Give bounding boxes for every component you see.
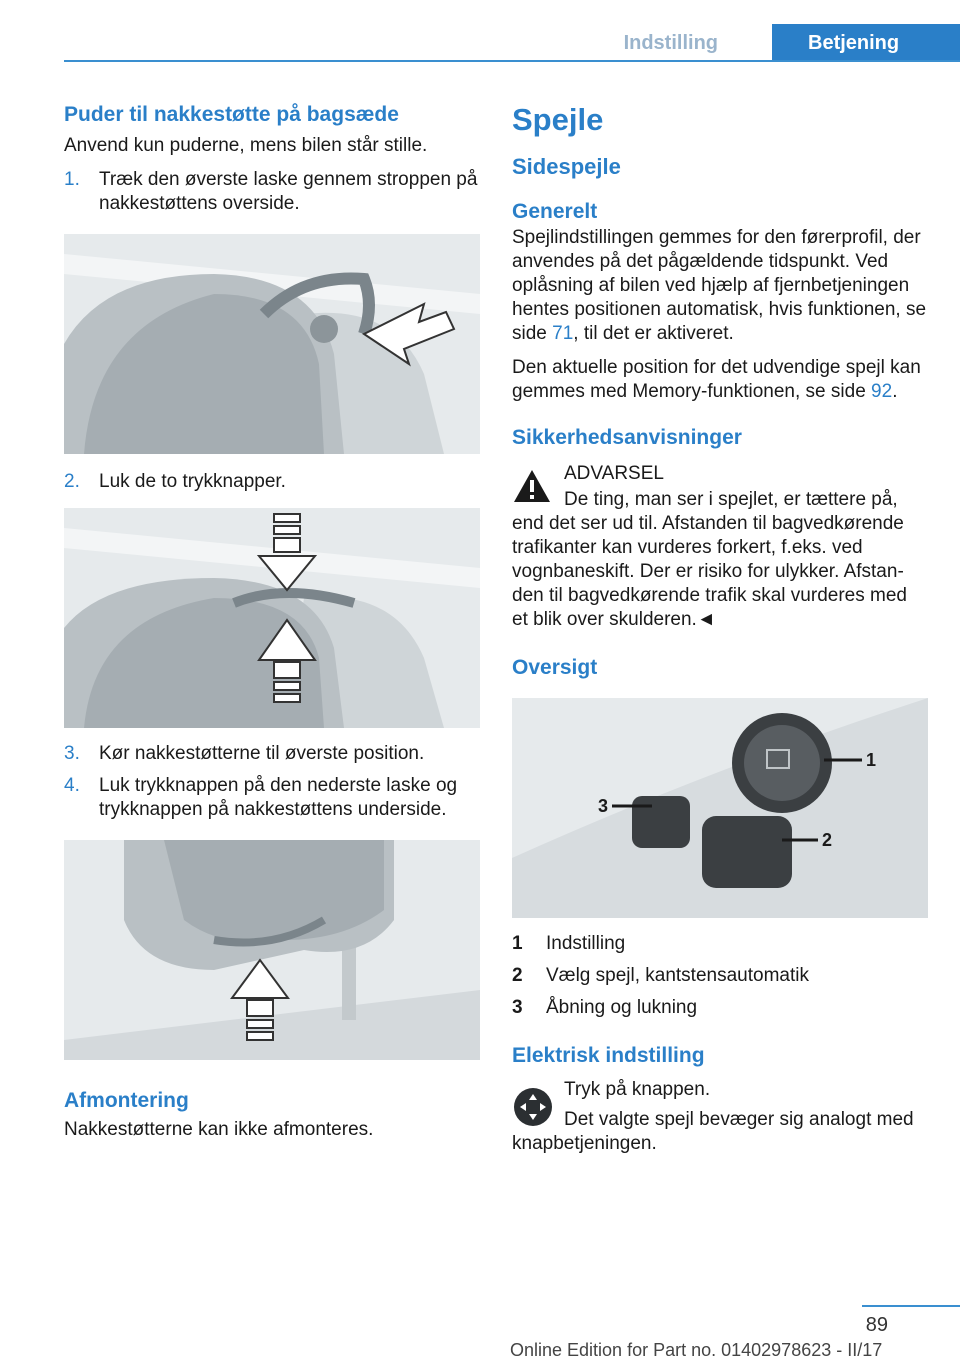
illustration-headrest-strap	[64, 234, 480, 454]
footer-edition: Online Edition for Part no. 01402978623 - II/17	[510, 1340, 883, 1360]
callout-1: 1	[866, 750, 877, 770]
warning-label: ADVARSEL	[564, 463, 664, 484]
illustration-headrest-underside	[64, 840, 480, 1060]
step-text: Luk trykknappen på den nederste laske og trykknappen på nakkestøttens underside.	[99, 775, 458, 820]
callout-3: 3	[598, 796, 609, 816]
step-number: 2.	[64, 471, 80, 492]
elektrisk-paragraph-2: Det valgte spejl bevæger sig analogt med knapbetjeningen.	[512, 1109, 914, 1154]
step-text: Træk den øverste laske gennem stroppen på nakkestøttens overside.	[99, 169, 478, 214]
elektrisk-heading: Elektrisk indstilling	[512, 1044, 705, 1067]
elektrisk-paragraph-1: Tryk på knappen.	[564, 1079, 711, 1100]
safety-heading: Sikkerhedsanvisninger	[512, 426, 742, 449]
step-number: 1.	[64, 169, 80, 190]
step-4	[64, 774, 480, 822]
right-column	[512, 100, 928, 1156]
intro-text: Anvend kun puderne, mens bilen står stille.	[64, 135, 428, 156]
elektrisk-block	[512, 1078, 928, 1156]
generelt-paragraph-2: Den aktuelle position for det udvendige spejl kan gemmes med Memory-funktionen, se side 92.	[512, 357, 921, 402]
legend-item-2: 2 Vælg spejl, kantstensautomatik	[512, 965, 809, 986]
page-link-71[interactable]: 71	[552, 323, 574, 344]
mirror-joystick-icon	[512, 1086, 554, 1133]
footer-rule	[862, 1305, 960, 1307]
callout-2: 2	[822, 830, 833, 850]
step-1	[64, 168, 480, 216]
section-title-spejle: Spejle	[512, 102, 604, 137]
oversigt-heading: Oversigt	[512, 656, 598, 679]
section-tab-betjening[interactable]: Betjening	[772, 24, 960, 62]
step-number: 4.	[64, 775, 80, 796]
step-2	[64, 470, 480, 494]
step-number: 3.	[64, 743, 80, 764]
illustration-mirror-controls	[512, 698, 928, 918]
step-text: Luk de to trykknapper.	[99, 471, 286, 492]
legend-item-3: 3 Åbning og lukning	[512, 997, 698, 1018]
afmontering-heading: Afmontering	[64, 1089, 189, 1112]
header-rule	[64, 60, 960, 62]
subsection-sidespejle: Sidespejle	[512, 154, 621, 179]
generelt-paragraph-1: Spejlindstillingen gemmes for den førerprofil, der anvendes på det pågældende tidspunkt. Ved oplåsning af bilen ved hjælp af fjernbetjeningen hentes positionen automatisk, hvis funktionen, se side 71, til det er aktiveret.	[512, 227, 927, 344]
warning-block	[512, 462, 928, 632]
legend-item-1: 1 Indstilling	[512, 933, 626, 954]
section-tab-indstilling[interactable]: Indstilling	[623, 32, 718, 54]
illustration-press-buttons	[64, 508, 480, 728]
generelt-heading: Generelt	[512, 200, 598, 223]
step-3	[64, 742, 480, 766]
left-column	[64, 100, 480, 1142]
page-link-92[interactable]: 92	[871, 381, 893, 402]
warning-triangle-icon	[512, 468, 552, 509]
step-text: Kør nakkestøtterne til øverste position.	[99, 743, 425, 764]
afmontering-text: Nakkestøtterne kan ikke afmonteres.	[64, 1119, 374, 1140]
headrest-cushion-heading: Puder til nakkestøtte på bagsæde	[64, 103, 399, 126]
page-number: 89	[865, 1314, 888, 1336]
warning-text: De ting, man ser i spejlet, er tættere på, end det ser ud til. Afstanden til bagvedkørende trafikanter kan vurderes forkert, f.eks. ved vognbaneskift. Der er risiko for ulykker. Afstanden til bagvedkørende trafik skal vurderes med et blik over skulderen.◄	[512, 489, 907, 630]
legend-list	[512, 932, 928, 1020]
